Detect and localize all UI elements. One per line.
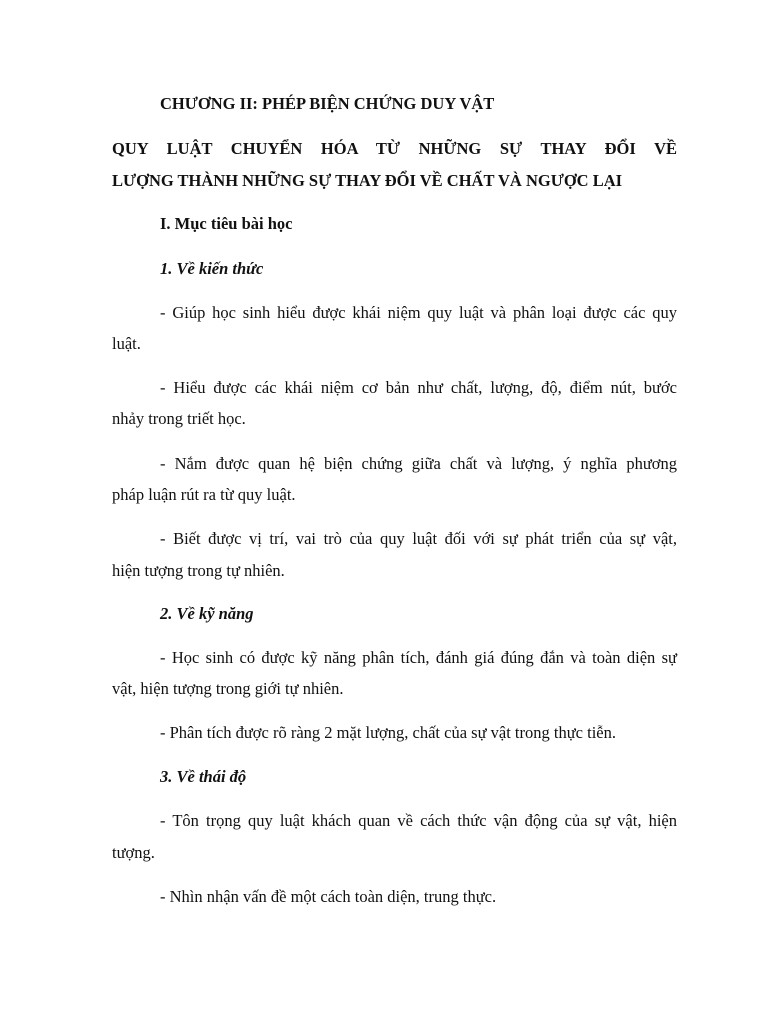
attitude-item-1-line-1: - Tôn trọng quy luật khách quan về cách thức vận động của sự vật, hiện (160, 811, 677, 830)
attitude-item-1-line-2: tượng. (112, 843, 155, 862)
knowledge-item-4-line-1: - Biết được vị trí, vai trò của quy luật đối với sự phát triển của sự vật, (160, 529, 677, 548)
knowledge-item-3-line-1: - Nắm được quan hệ biện chứng giữa chất và lượng, ý nghĩa phương (160, 454, 677, 473)
lesson-title-line-2: LƯỢNG THÀNH NHỮNG SỰ THAY ĐỔI VỀ CHẤT VÀ NGƯỢC LẠI (112, 171, 623, 190)
subsection-skills-heading: 2. Về kỹ năng (160, 604, 254, 623)
knowledge-item-3-line-2: pháp luận rút ra từ quy luật. (112, 485, 296, 504)
knowledge-item-2-line-1: - Hiểu được các khái niệm cơ bản như chất, lượng, độ, điểm nút, bước (160, 378, 677, 397)
chapter-title: CHƯƠNG II: PHÉP BIỆN CHỨNG DUY VẬT (160, 94, 495, 113)
knowledge-item-2-line-2: nhảy trong triết học. (112, 409, 246, 428)
knowledge-item-1-line-1: - Giúp học sinh hiểu được khái niệm quy luật và phân loại được các quy (160, 303, 677, 322)
skills-item-2-line-1: - Phân tích được rõ ràng 2 mặt lượng, chất của sự vật trong thực tiễn. (160, 723, 616, 742)
section-heading: I. Mục tiêu bài học (160, 214, 293, 233)
skills-item-1-line-2: vật, hiện tượng trong giới tự nhiên. (112, 679, 344, 698)
lesson-title-line-1: QUY LUẬT CHUYỂN HÓA TỪ NHỮNG SỰ THAY ĐỔI VỀ (112, 139, 677, 158)
skills-item-1-line-1: - Học sinh có được kỹ năng phân tích, đánh giá đúng đắn và toàn diện sự (160, 648, 677, 667)
subsection-knowledge-heading: 1. Về kiến thức (160, 259, 264, 278)
knowledge-item-4-line-2: hiện tượng trong tự nhiên. (112, 561, 285, 580)
subsection-attitude-heading: 3. Về thái độ (160, 767, 247, 786)
attitude-item-2-line-1: - Nhìn nhận vấn đề một cách toàn diện, trung thực. (160, 887, 497, 906)
knowledge-item-1-line-2: luật. (112, 334, 141, 353)
